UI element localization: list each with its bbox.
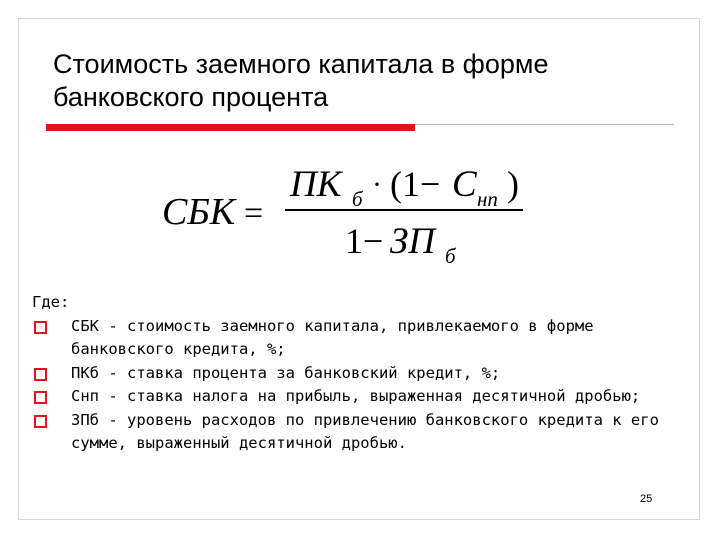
list-item-text: СБК - стоимость заемного капитала, привлекаемого в форме банковского кредита, %; xyxy=(71,316,594,358)
slide-title: Стоимость заемного капитала в форме банковского процента xyxy=(53,49,549,112)
denominator-zp: ЗП xyxy=(390,221,436,262)
list-item xyxy=(32,315,682,362)
numerator-c-sub: нп xyxy=(477,187,498,211)
title-underline-rule xyxy=(415,124,674,125)
denominator-one: 1− xyxy=(345,221,384,261)
list-item xyxy=(32,385,682,409)
square-bullet-icon xyxy=(34,415,47,428)
formula-equals: = xyxy=(244,195,264,232)
formula-lhs: СБК xyxy=(162,191,235,233)
page-number: 25 xyxy=(640,493,653,505)
where-label: Где: xyxy=(32,293,70,311)
numerator-close: ) xyxy=(507,164,519,204)
list-item-text: ЗПб - уровень расходов по привлечению банковского кредита к его сумме, выраженный десятичной дробью. xyxy=(71,410,659,452)
denominator-zp-sub: б xyxy=(445,244,456,268)
list-item-text: ПКб - ставка процента за банковский кредит, %; xyxy=(71,363,501,382)
numerator-open: (1− xyxy=(390,164,441,204)
square-bullet-icon xyxy=(34,368,47,381)
numerator-dot: · xyxy=(372,168,382,201)
definition-list xyxy=(32,315,682,456)
list-item xyxy=(32,362,682,386)
numerator-pk-sub: б xyxy=(352,187,363,211)
list-item xyxy=(32,409,682,456)
definitions xyxy=(32,291,682,456)
numerator-c: С xyxy=(452,164,477,205)
title-underline-accent xyxy=(46,124,415,131)
numerator-pk: ПК xyxy=(290,164,342,205)
formula xyxy=(160,160,560,275)
list-item-text: Снп - ставка налога на прибыль, выраженная десятичной дробью; xyxy=(71,387,641,405)
square-bullet-icon xyxy=(34,391,47,404)
square-bullet-icon xyxy=(34,321,47,334)
